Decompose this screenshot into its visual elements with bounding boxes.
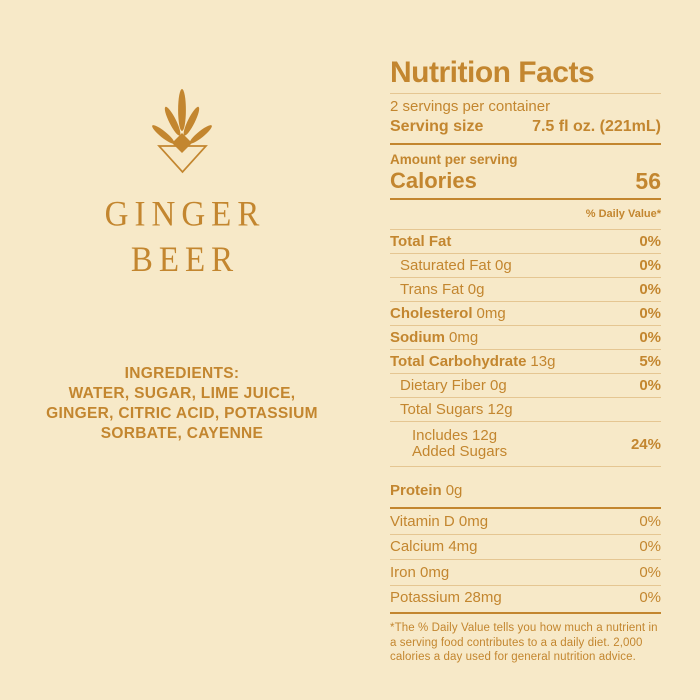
nutrient-dv: 0% <box>639 281 661 298</box>
vitamin-name: Vitamin D 0mg <box>390 512 489 530</box>
nutrition-facts-panel <box>390 57 661 665</box>
brand-name <box>30 192 334 283</box>
brand-name-line2: BEER <box>130 240 240 280</box>
vitamin-row-potassium <box>390 586 661 611</box>
nutrient-dv: 0% <box>639 377 661 394</box>
sunburst-diamond-icon <box>149 88 215 174</box>
servings-per-container: 2 servings per container <box>390 98 551 115</box>
nutrient-name: Cholesterol <box>390 305 473 322</box>
vitamin-dv: 0% <box>639 512 661 530</box>
vitamin-name: Potassium 28mg <box>390 589 502 607</box>
vitamin-dv: 0% <box>639 538 661 556</box>
vitamin-name: Iron 0mg <box>390 563 450 581</box>
vitamin-row-iron <box>390 560 661 586</box>
serving-size-label: Serving size <box>390 118 484 135</box>
serving-size-value: 7.5 fl oz. (221mL) <box>532 118 661 135</box>
nutrient-row-total-sugars <box>390 398 661 422</box>
vitamin-dv: 0% <box>639 589 661 607</box>
nutrient-name: Total Fat <box>390 233 452 250</box>
nutrient-amount: 0g <box>445 482 463 499</box>
nutrient-dv: 0% <box>639 305 661 322</box>
nutrient-row-added-sugars <box>390 422 661 467</box>
divider-thick <box>390 143 661 145</box>
ingredients-line: SORBATE, CAYENNE <box>100 425 264 442</box>
nutrient-dv: 0% <box>639 233 661 250</box>
calories-label: Calories <box>390 168 477 193</box>
nutrient-amount: Added Sugars <box>412 443 508 460</box>
ingredients-title: INGREDIENTS: <box>124 365 240 382</box>
vitamin-row-vitamin-d <box>390 509 661 535</box>
brand-name-line1: GINGER <box>104 195 266 235</box>
ingredients-line: GINGER, CITRIC ACID, POTASSIUM <box>46 405 318 422</box>
nutrient-amount: Saturated Fat 0g <box>400 257 512 274</box>
nutrient-row-dietary-fiber <box>390 374 661 398</box>
daily-value-header: % Daily Value* <box>390 200 661 230</box>
nutrient-row-protein <box>390 467 661 507</box>
nutrient-amount: 13g <box>530 353 556 370</box>
nutrient-amount: Includes 12g <box>412 427 498 444</box>
nutrient-dv: 5% <box>639 353 661 370</box>
nutrient-amount: Dietary Fiber 0g <box>400 377 507 394</box>
daily-value-footnote: *The % Daily Value tells you how much a nutrient in a serving food contributes to a a daily diet. 2,000 calories a day used for general nutrition advice. <box>390 622 658 663</box>
vitamin-dv: 0% <box>639 563 661 581</box>
nutrient-row-cholesterol <box>390 302 661 326</box>
nutrient-name: Total Carbohydrate <box>390 353 527 370</box>
ingredients-line: WATER, SUGAR, LIME JUICE, <box>68 385 296 402</box>
nutrient-name: Sodium <box>390 329 445 346</box>
divider-thick <box>390 612 661 614</box>
nutrient-row-total-carbohydrate <box>390 350 661 374</box>
nutrient-dv: 0% <box>639 329 661 346</box>
nutrient-amount: 0mg <box>449 329 479 346</box>
vitamins-section <box>390 509 661 610</box>
calories-value: 56 <box>635 168 661 194</box>
nutrient-row-total-fat <box>390 230 661 254</box>
nutrient-dv: 24% <box>630 435 661 453</box>
nutrient-amount: Total Sugars 12g <box>400 401 513 418</box>
ingredients-block <box>30 364 334 444</box>
nutrition-facts-title: Nutrition Facts <box>390 56 595 89</box>
serving-size-row <box>390 117 661 137</box>
nutrient-row-sodium <box>390 326 661 350</box>
nutrient-amount: 0mg <box>476 305 506 322</box>
nutrient-dv: 0% <box>639 257 661 274</box>
nutrient-amount: Trans Fat 0g <box>400 281 485 298</box>
divider <box>390 93 661 94</box>
vitamin-name: Calcium 4mg <box>390 538 478 556</box>
amount-per-serving-label: Amount per serving <box>390 152 518 167</box>
brand-block <box>30 88 334 444</box>
nutrient-name: Protein <box>390 482 442 499</box>
calories-row <box>390 167 661 195</box>
nutrient-row-saturated-fat <box>390 254 661 278</box>
nutrient-row-trans-fat <box>390 278 661 302</box>
vitamin-row-calcium <box>390 535 661 561</box>
